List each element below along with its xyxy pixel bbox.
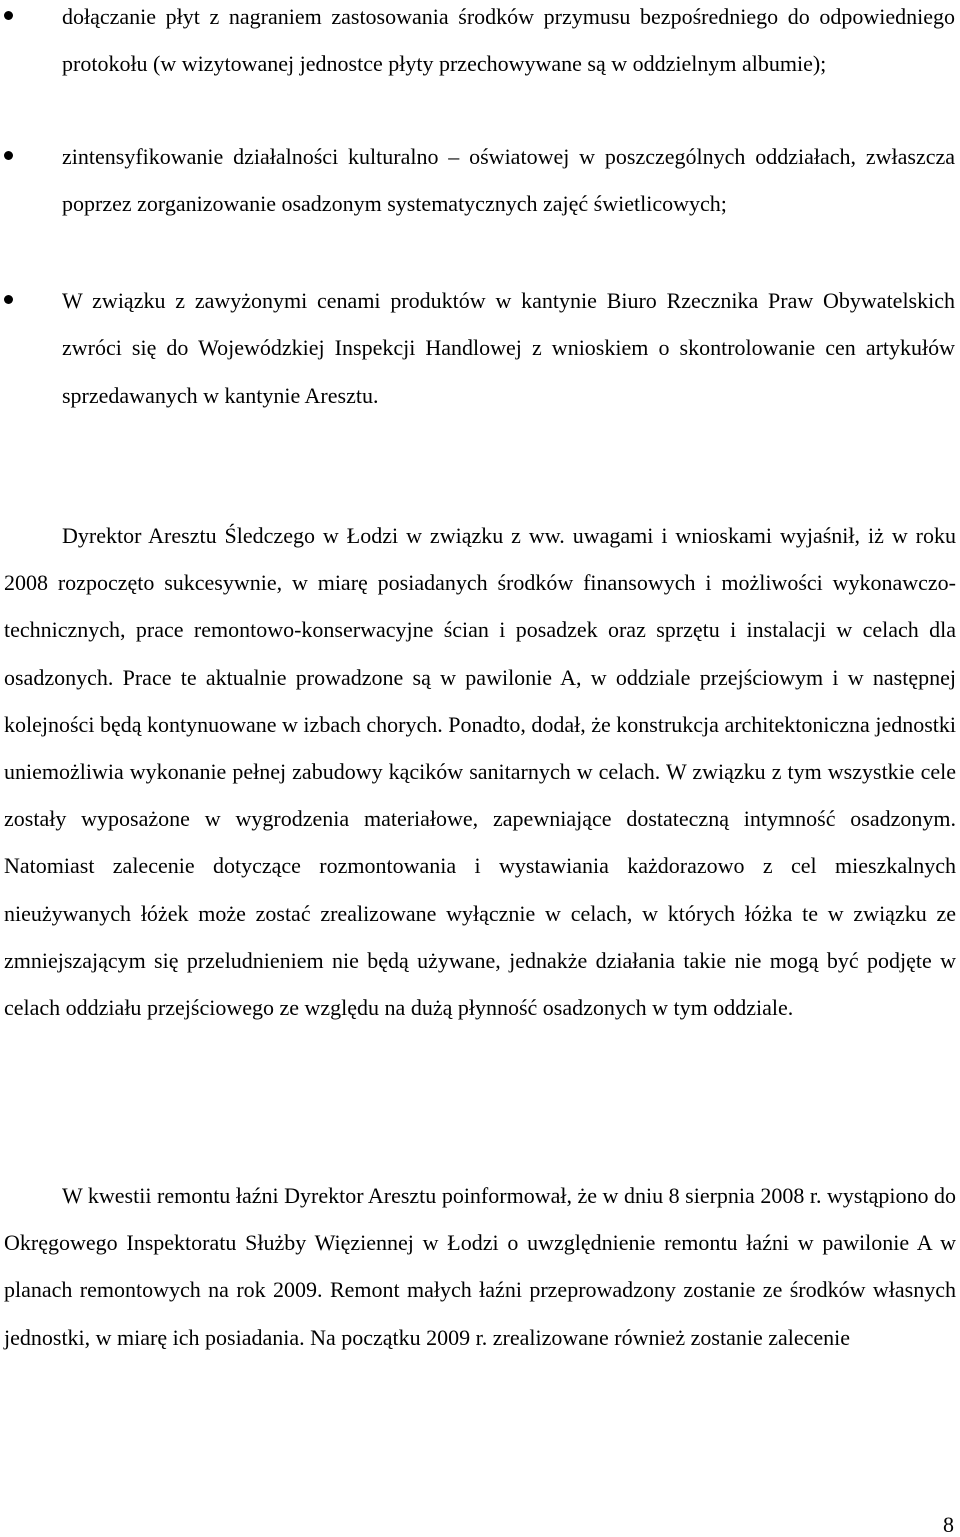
list-item: [0, 277, 955, 467]
text-line: dołączanie płyt z nagraniem zastosowania środków przymusu bezpośredniego do: [62, 4, 810, 29]
text-line: zajęć świetlicowych;: [542, 191, 727, 217]
text-line: przejściowego ze względu na dużą płynność osadzonych w tym oddziale.: [146, 995, 794, 1021]
list-item-text: [62, 277, 955, 419]
body-paragraph: [4, 512, 956, 1031]
text-line: W kwestii remontu łaźni Dyrektor Aresztu poinformował, że w dniu 8 sierpnia: [62, 1183, 755, 1208]
text-line: w miarę ich posiadania. Na początku 2009 r. zrealizowane również zostanie zalecenie: [95, 1324, 851, 1350]
text-line: odpowiedniego protokołu (w wizytowanej jednostce płyty przechowywane są: [62, 4, 955, 77]
text-line: zintensyfikowanie działalności kulturalno – oświatowej w poszczególnych: [62, 144, 746, 169]
text-line: kącików sanitarnych w celach. W związku z tym wszystkie cele zostały wyposażone: [4, 759, 957, 832]
text-line: Prace te aktualnie prowadzone są w pawilonie A, w oddziale przejściowym: [122, 664, 824, 690]
text-line: w oddzielnym albumie);: [611, 51, 827, 77]
text-line: Natomiast zalecenie dotyczące rozmontowania i wystawiania każdorazowo z cel: [4, 853, 817, 879]
bullet-icon: [4, 295, 13, 304]
body-paragraph: [4, 1172, 956, 1361]
text-line: konserwacyjne ścian i posadzek oraz sprzętu i instalacji w celach dla osadzonych.: [4, 617, 956, 690]
text-line: używane, jednakże działania takie nie mogą być podjęte w celach oddziału: [4, 947, 957, 1021]
text-line: Remont małych łaźni przeprowadzony zostanie ze środków własnych jednostki,: [4, 1277, 957, 1350]
text-line: W związku z zawyżonymi cenami produktów w kantynie Biuro Rzecznika Praw: [62, 288, 814, 313]
text-line: 2008 r. wystąpiono do Okręgowego Inspektoratu Służby Więziennej w Łodzi: [4, 1183, 957, 1256]
list-item-text: [62, 133, 955, 228]
text-line: wyjaśnił, iż w roku 2008 rozpoczęto sukcesywnie, w miarę posiadanych środków: [4, 523, 956, 596]
text-line: o skontrolowanie cen artykułów sprzedawanych w kantynie Aresztu.: [62, 335, 956, 408]
text-line: oddziałach, zwłaszcza poprzez zorganizowanie osadzonym systematycznych: [62, 144, 956, 217]
text-line: Obywatelskich zwróci się do Wojewódzkiej Inspekcji Handlowej z wnioskiem: [62, 288, 955, 361]
page-number: 8: [943, 1512, 954, 1537]
text-line: w których łóżka te w związku ze zmniejszającym się przeludnieniem nie będą: [4, 900, 957, 973]
bullet-icon: [4, 151, 13, 160]
text-line: konstrukcja architektoniczna jednostki uniemożliwia wykonanie pełnej zabudowy: [4, 711, 956, 785]
list-item-text: [62, 0, 955, 88]
text-line: mieszkalnych nieużywanych łóżek może zostać zrealizowane wyłącznie w celach,: [4, 853, 957, 926]
list-item: [0, 0, 955, 135]
text-line: o uwzględnienie remontu łaźni w pawilonie A w planach remontowych na rok 2009.: [4, 1230, 957, 1303]
text-line: w wygrodzenia materiałowe, zapewniające dostateczną intymność osadzonym.: [204, 806, 957, 832]
list-item: [0, 133, 955, 275]
text-line: i w następnej kolejności będą kontynuowane w izbach chorych. Ponadto, dodał, że: [4, 664, 956, 737]
text-line: finansowych i możliwości wykonawczo-technicznych, prace remontowo-: [4, 570, 957, 643]
text-line: Dyrektor Aresztu Śledczego w Łodzi w związku z ww. uwagami i wnioskami: [62, 523, 772, 548]
bullet-icon: [4, 11, 13, 20]
